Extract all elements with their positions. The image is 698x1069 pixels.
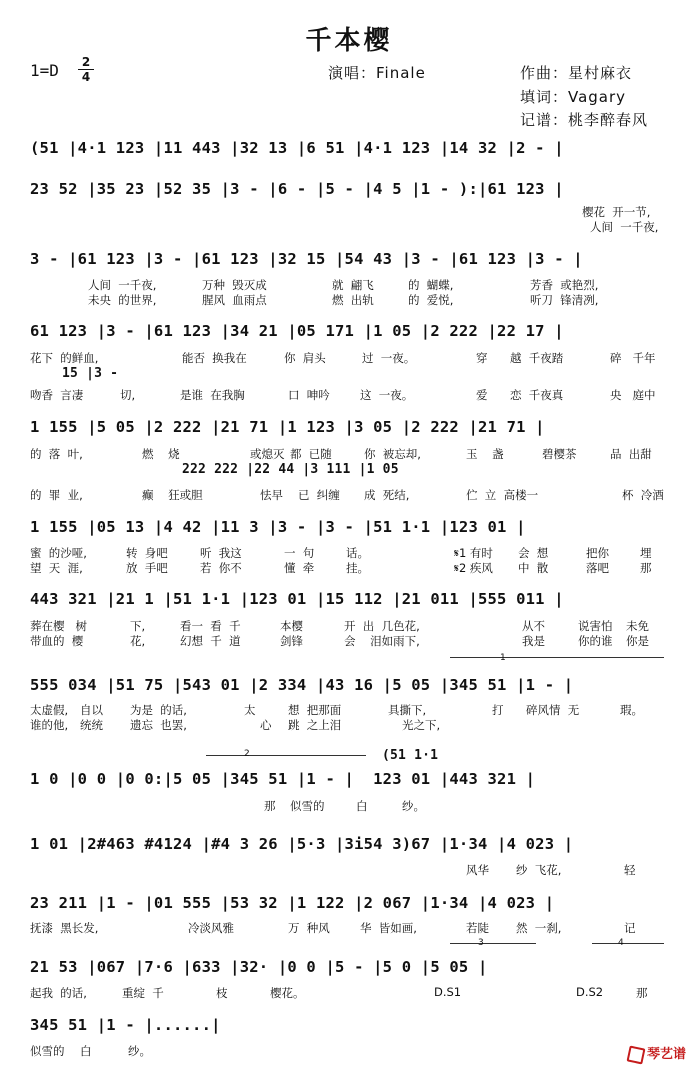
lyric-segment: 落吧: [586, 561, 609, 575]
lyric-segment: 自以: [80, 703, 103, 717]
volta-bracket-1: [450, 657, 664, 658]
notation-row-9: 1 0 |0 0 |0 0:|5 05 |345 51 |1 - | 123 01 |443 321 |: [30, 770, 536, 788]
lyric-segment: 冷淡风雅: [188, 921, 234, 935]
lyric-segment: 就 翩飞: [332, 278, 374, 292]
lyric-segment: 你的谁: [578, 634, 613, 648]
notation-row-3: 3 - |61 123 |3 - |61 123 |32 15 |54 43 |3 - |61 123 |3 - |: [30, 250, 583, 268]
lyric-segment: 跳 之上泪: [288, 718, 342, 732]
lyric-segment: 谁的他,: [30, 718, 69, 732]
lyric-segment: 抚漆 黑长发,: [30, 921, 99, 935]
notation-row-1: (51 |4·1 123 |11 443 |32 13 |6 51 |4·1 123 |14 32 |2 - |: [30, 139, 564, 157]
lyric-segment: 纱。: [128, 1044, 151, 1058]
notation-row-12: 21 53 |067 |7·6 |633 |32· |0 0 |5 - |5 0 |5 05 |: [30, 958, 488, 976]
volta-bracket-3: [450, 943, 536, 944]
lyric-segment: 听刀 锋清冽,: [530, 293, 599, 307]
lyric-segment: 你是: [626, 634, 649, 648]
lyric-segment: 成 死结,: [364, 488, 410, 502]
lyric-segment: 人间 一千夜,: [88, 278, 157, 292]
volta-bracket-2: [206, 755, 366, 756]
lyric-segment: 未央 的世界,: [88, 293, 157, 307]
logo-text: 琴艺谱: [647, 1047, 687, 1062]
notation-row-8: 555 034 |51 75 |543 01 |2 334 |43 16 |5 05 |345 51 |1 - |: [30, 676, 574, 694]
time-signature-bottom: 4: [81, 70, 91, 84]
lyric-segment: 你 肩头: [284, 351, 326, 365]
lyric-segment: 把你: [586, 546, 609, 560]
notation-row-7: 443 321 |21 1 |51 1·1 |123 01 |15 112 |21 011 |555 011 |: [30, 590, 564, 608]
notation-row-13: 345 51 |1 - |......|: [30, 1016, 221, 1034]
notation-row-10: 1 01 |2#463 #4124 |#4 3 26 |5·3 |3i54 3)67 |1·34 |4 023 |: [30, 835, 574, 853]
lyric-segment: 花,: [130, 634, 146, 648]
lyric-segment: 从不: [522, 619, 545, 633]
lyric-segment: 带血的 樱: [30, 634, 84, 648]
volta-bracket-4: [592, 943, 664, 944]
lyric-segment: 或熄灭: [250, 447, 285, 461]
lyric-segment: 转 身吧: [126, 546, 168, 560]
lyric-segment: 未免: [626, 619, 649, 633]
lyric-segment: 瑕。: [620, 703, 643, 717]
notation-row-2: 23 52 |35 23 |52 35 |3 - |6 - |5 - |4 5 |1 - ):|61 123 |: [30, 180, 564, 198]
lyric-segment: 白: [80, 1044, 92, 1058]
lyric-segment: 恋 千夜真: [510, 388, 564, 402]
site-logo: [628, 1043, 686, 1063]
lyric-segment: 癫 狂或胆: [142, 488, 203, 502]
lyric-segment: 一 句: [284, 546, 315, 560]
lyric-segment: 枝: [216, 986, 228, 1000]
lyric-segment: 怯早: [260, 488, 283, 502]
lyric-segment: D.S2: [576, 985, 604, 999]
lyric-segment: 碧樱茶: [542, 447, 577, 461]
lyric-segment: 会 想: [518, 546, 549, 560]
lyric-segment: 重绽 千: [122, 986, 164, 1000]
lyric-segment: 统统: [80, 718, 103, 732]
lyric-segment: 这 一夜。: [360, 388, 414, 402]
lyric-segment: 切,: [120, 388, 136, 402]
notation-row-11: 23 211 |1 - |01 555 |53 32 |1 122 |2 067 |1·34 |4 023 |: [30, 894, 555, 912]
intro-restart: (51 1·1: [382, 748, 439, 763]
lyric-segment: 中 散: [518, 561, 549, 575]
lyric-segment: 然 一刹,: [516, 921, 562, 935]
lyric-segment: 伫 立 高楼一: [466, 488, 539, 502]
lyric-segment: 似雪的: [290, 799, 325, 813]
lyric-segment: 本樱: [280, 619, 303, 633]
lyric-segment: 你 被忘却,: [364, 447, 421, 461]
lyric-segment: 能否 换我在: [182, 351, 247, 365]
logo-icon: [627, 1045, 646, 1064]
lyric-segment: 爱: [476, 388, 488, 402]
time-signature: [78, 56, 94, 83]
lyric-segment: 都 已随: [290, 447, 332, 461]
lyric-segment: 樱花 开一节,: [582, 205, 651, 219]
lyric-segment: 放 手吧: [126, 561, 168, 575]
lyric-segment: 遗忘 也罢,: [130, 718, 187, 732]
scribe-credit: 记谱：桃李醉春风: [520, 111, 649, 129]
notation-row-6: 1 155 |05 13 |4 42 |11 3 |3 - |3 - |51 1·1 |123 01 |: [30, 518, 526, 536]
lyric-segment: 燃 烧: [142, 447, 180, 461]
lyric-segment: 光之下,: [402, 718, 441, 732]
lyric-segment: 记: [624, 921, 636, 935]
singer-credit: 演唱：Finale: [328, 64, 426, 82]
lyric-segment: 腥风 血雨点: [202, 293, 267, 307]
lyric-segment: 说害怕: [578, 619, 613, 633]
sheet-music-page: 千本樱 1=D 2 4 演唱：Finale 作曲：星村麻衣 填词：Vagary 记谱：桃李醉春风 (51 |4·1 123 |11 443 |32 13 |6 51 |4·1 123 |14 32 |2 - | 23 52 |35 23 |52 35 |3 - |6 - |5 - |4 5 |1 - ):|61 123 | 樱花 开一节, 人间 一千夜, 3 - |61 123 |3 - |61 123 |32 15 |54 43 |3 - |61 123 |3 - | 人间 一千夜, 万种 毁灭成 就 翩飞 的 蝴蝶, 芳香 或艳烈, 未央 的世界, 腥风 血雨点 燃 出轨 的 爱悦, 听刀 锋清冽, 61 123 |3 - |61 123 |34 21 |05 171 |1 05 |2 222 |22 17 | 花下 的鲜血, 能否 换我在 你 肩头 过 一夜。 穿 越 千夜踏 碎 千年 15 |3 - 吻香 言凄 切, 是谁 在我胸 口 呻吟 这 一夜。 爱 恋 千夜真 央 庭中 1 155 |5 05 |2 222 |21 71 |1 123 |3 05 |2 222 |21 71 | 的 落 叶, 燃 烧 或熄灭 都 已随 你 被忘却, 玉 盏 碧樱茶 品 出甜 222 222 |22 44 |3 111 |1 05 的 罪 业, 癫 狂或胆 怯早 已 纠缠 成 死结, 伫 立 高楼一 杯 冷酒 1 155 |05 13 |4 42 |11 3 |3 - |3 - |51 1·1 |123 01 | 蜜 的沙哑, 转 身吧 听 我这 一 句 话。 𝄋1 有时 会 想 把你 埋 望 天 涯, 放 手吧 若 你不 懂 牵 挂。 𝄋2 疾风 中 散 落吧 那 443 321 |21 1 |51 1·1 |123 01 |15 112 |21 011 |555 011 | 葬在樱 树 下, 看一 看 千 本樱 开 出 几色花, 从不 说害怕 未免 带血的 樱 花, 幻想 千 道 剑锋 会 泪如雨下, 我是 你的谁 你是 1 555 034 |51 75 |543 01 |2 334 |43 16 |5 05 |345 51 |1 - | 太虚假, 自以 为是 的话, 太 想 把那面 具撕下, 打 碎风情 无 瑕。 谁的他, 统统 遗忘 也罢, 心 跳 之上泪 光之下, 2 (51 1·1 1 0 |0 0 |0 0:|5 05 |345 51 |1 - | 123 01 |443 321 | 那 似雪的 白 纱。 1 01 |2#463 #4124 |#4 3 26 |5·3 |3i54 3)67 |1·34 |4 023 | 风华 纱 飞花, 轻 23 211 |1 - |01 555 |53 32 |1 122 |2 067 |1·34 |4 023 | 抚漆 黑长发, 冷淡风雅 万 种风 华 皆如画, 若陡 然 一刹, 记 3 4 21 53 |067 |7·6 |633 |32· |0 0 |5 - |5 0 |5 05 | 起我 的话, 重绽 千 枝 樱花。 D.S1 D.S2 那 345 51 |1 - |......| 似雪的 白 纱。 琴艺谱: [0, 0, 698, 1069]
notation-row-4b: 15 |3 -: [62, 366, 119, 381]
lyric-segment: 𝄋1 有时: [454, 546, 493, 560]
lyric-segment: 起我 的话,: [30, 986, 87, 1000]
lyric-segment: 已 纠缠: [298, 488, 340, 502]
lyric-segment: 太: [244, 703, 256, 717]
lyric-segment: 过 一夜。: [362, 351, 416, 365]
lyric-segment: 央 庭中: [610, 388, 656, 402]
lyric-segment: 的 蝴蝶,: [408, 278, 454, 292]
lyric-segment: 太虚假,: [30, 703, 69, 717]
lyric-segment: 的 爱悦,: [408, 293, 454, 307]
lyric-segment: 杯 冷酒: [622, 488, 664, 502]
lyric-segment: 开 出 几色花,: [344, 619, 420, 633]
lyric-segment: 穿: [476, 351, 488, 365]
lyric-segment: 我是: [522, 634, 545, 648]
song-title: 千本樱: [305, 26, 393, 56]
lyric-segment: 葬在樱 树: [30, 619, 87, 633]
notation-row-4: 61 123 |3 - |61 123 |34 21 |05 171 |1 05 |2 222 |22 17 |: [30, 322, 564, 340]
lyric-segment: 口 呻吟: [288, 388, 330, 402]
lyric-segment: 风华: [466, 863, 489, 877]
lyric-segment: 品 出甜: [610, 447, 652, 461]
time-signature-top: 2: [81, 55, 91, 69]
notation-row-5b: 222 222 |22 44 |3 111 |1 05: [182, 462, 399, 477]
lyric-segment: 碎风情 无: [526, 703, 580, 717]
lyric-segment: 心: [260, 718, 272, 732]
lyric-segment: 挂。: [346, 561, 369, 575]
lyric-segment: 想 把那面: [288, 703, 342, 717]
lyric-segment: 万种 毁灭成: [202, 278, 267, 292]
lyric-segment: 会 泪如雨下,: [344, 634, 420, 648]
lyric-segment: 望 天 涯,: [30, 561, 83, 575]
lyric-segment: 玉 盏: [466, 447, 504, 461]
lyric-segment: 越 千夜踏: [510, 351, 564, 365]
composer-credit: 作曲：星村麻衣: [520, 64, 633, 82]
lyric-segment: 的 罪 业,: [30, 488, 83, 502]
lyric-segment: 蜜 的沙哑,: [30, 546, 87, 560]
lyric-segment: 是谁 在我胸: [180, 388, 245, 402]
lyricist-credit: 填词：Vagary: [520, 88, 627, 106]
lyric-segment: 为是 的话,: [130, 703, 187, 717]
lyric-segment: 万 种风: [288, 921, 330, 935]
lyric-segment: 那: [636, 986, 648, 1000]
lyric-segment: 燃 出轨: [332, 293, 374, 307]
lyric-segment: 具撕下,: [388, 703, 427, 717]
lyric-segment: 的 落 叶,: [30, 447, 83, 461]
lyric-segment: 话。: [346, 546, 369, 560]
lyric-segment: 人间 一千夜,: [590, 220, 659, 234]
lyric-segment: 纱 飞花,: [516, 863, 562, 877]
lyric-segment: 碎 千年: [610, 351, 656, 365]
lyric-segment: 白: [356, 799, 368, 813]
lyric-segment: 下,: [130, 619, 146, 633]
lyric-segment: 似雪的: [30, 1044, 65, 1058]
lyric-segment: 打: [492, 703, 504, 717]
lyric-segment: 若陡: [466, 921, 489, 935]
lyric-segment: 剑锋: [280, 634, 303, 648]
lyric-segment: 轻: [624, 863, 636, 877]
lyric-segment: 𝄋2 疾风: [454, 561, 493, 575]
lyric-segment: 纱。: [402, 799, 425, 813]
notation-row-5: 1 155 |5 05 |2 222 |21 71 |1 123 |3 05 |2 222 |21 71 |: [30, 418, 545, 436]
lyric-segment: 若 你不: [200, 561, 242, 575]
lyric-segment: 懂 牵: [284, 561, 315, 575]
lyric-segment: 埋: [640, 546, 652, 560]
lyric-segment: 那: [264, 799, 276, 813]
lyric-segment: 吻香 言凄: [30, 388, 84, 402]
lyric-segment: 看一 看 千: [180, 619, 241, 633]
lyric-segment: 樱花。: [270, 986, 305, 1000]
lyric-segment: 听 我这: [200, 546, 242, 560]
lyric-segment: 芳香 或艳烈,: [530, 278, 599, 292]
lyric-segment: 那: [640, 561, 652, 575]
lyric-segment: 华 皆如画,: [360, 921, 417, 935]
key-signature: 1=D: [30, 61, 59, 80]
lyric-segment: 幻想 千 道: [180, 634, 241, 648]
lyric-segment: D.S1: [434, 985, 462, 999]
lyric-segment: 花下 的鲜血,: [30, 351, 99, 365]
